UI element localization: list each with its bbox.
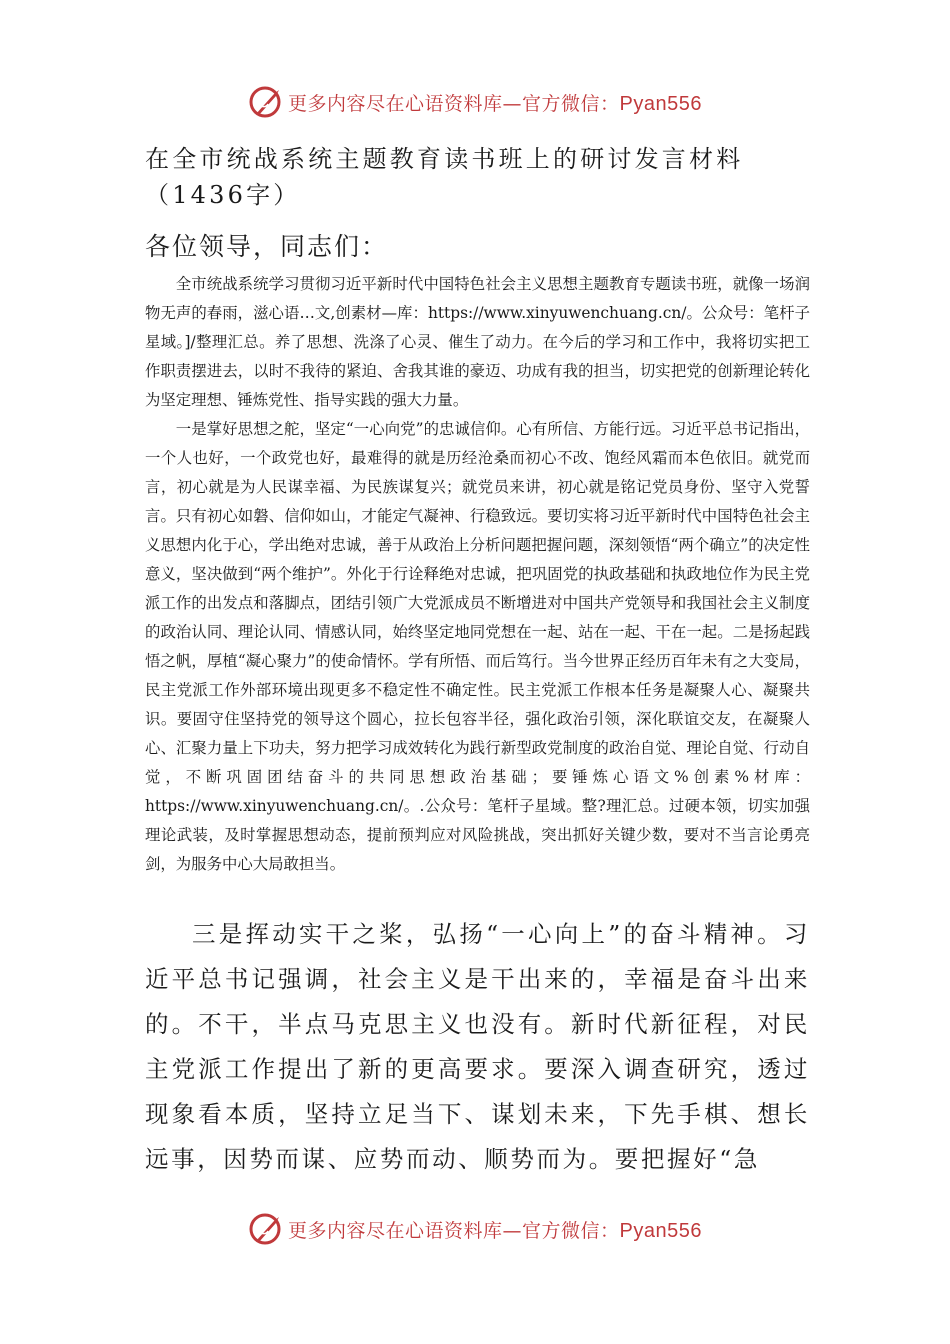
body-large-section xyxy=(145,912,810,1182)
paragraph-points: 一是掌好思想之舵，坚定“一心向党”的忠诚信仰。心有所信、方能行远。习近平总书记指出，一个人也好，一个政党也好，最难得的就是历经沧桑而初心不改、饱经风霜而本色依旧。就党而言，初心就是为人民谋幸福、为民族谋复兴；就党员来讲，初心就是铭记党员身份、坚守入党誓言。只有初心如磐、信仰如山，才能定气凝神、行稳致远。要切实将习近平新时代中国特色社会主义思想内化于心，学出绝对忠诚，善于从政治上分析问题把握问题，深刻领悟“两个确立”的决定性意义，坚决做到“两个维护”。外化于行诠释绝对忠诚，把巩固党的执政基础和执政地位作为民主党派工作的出发点和落脚点，团结引领广大党派成员不断增进对中国共产党领导和我国社会主义制度的政治认同、理论认同、情感认同，始终坚定地同党想在一起、站在一起、干在一起。二是扬起践悟之帆，厚植“凝心聚力”的使命情怀。学有所悟、而后笃行。当今世界正经历百年未有之大变局，民主党派工作外部环境出现更多不稳定性不确定性。民主党派工作根本任务是凝聚人心、凝聚共识。要固守住坚持党的领导这个圆心，拉长包容半径，强化政治引领，深化联谊交友，在凝聚人心、汇聚力量上下功夫，努力把学习成效转化为践行新型政党制度的政治自觉、理论自觉、行动自觉，不断巩固团结奋斗的共同思想政治基础；要锤炼心语文%创素%材库：https://www.xinyuwenchuang.cn/。.公众号：笔杆子星域。整?理汇总。过硬本领，切实加强理论武装，及时掌握思想动态，提前预判应对风险挑战，突出抓好关键少数，要对不当言论勇亮剑，为服务中心大局敢担当。 xyxy=(145,420,810,873)
document-title: 在全市统战系统主题教育读书班上的研讨发言材料（1436字） xyxy=(145,145,744,209)
body-small-section xyxy=(145,270,810,879)
header-banner xyxy=(0,82,950,122)
salutation: 各位领导，同志们： xyxy=(145,232,389,261)
paragraph-intro: 全市统战系统学习贯彻习近平新时代中国特色社会主义思想主题教育专题读书班，就像一场润物无声的春雨，滋心语…文,创素材—库：https://www.xinyuwenchuang.cn/。公众号：笔杆子星域。]/整理汇总。养了思想、洗涤了心灵、催生了动力。在今后的学习和工作中，我将切实把工作职责摆进去，以时不我待的紧迫、舍我其谁的豪迈、功成有我的担当，切实把党的创新理论转化为坚定理想、锤炼党性、指导实践的强大力量。 xyxy=(145,275,810,409)
paragraph-third-point: 三是挥动实干之桨，弘扬“一心向上”的奋斗精神。习近平总书记强调，社会主义是干出来的，幸福是奋斗出来的。不干，半点马克思主义也没有。新时代新征程，对民主党派工作提出了新的更高要求。要深入调查研究，透过现象看本质，坚持立足当下、谋划未来，下先手棋、想长远事，因势而谋、应势而动、顺势而为。要把握好“急 xyxy=(145,920,810,1173)
header-banner-text: 更多内容尽在心语资料库—官方微信：Pyan556 xyxy=(288,92,702,115)
wechat-id: Pyan556 xyxy=(619,92,702,115)
footer-banner-text: 更多内容尽在心语资料库—官方微信：Pyan556 xyxy=(288,1219,702,1242)
footer-banner xyxy=(0,1209,950,1249)
pen-logo-icon xyxy=(248,84,284,120)
pen-logo-icon xyxy=(248,1211,284,1247)
wechat-id: Pyan556 xyxy=(619,1219,702,1242)
